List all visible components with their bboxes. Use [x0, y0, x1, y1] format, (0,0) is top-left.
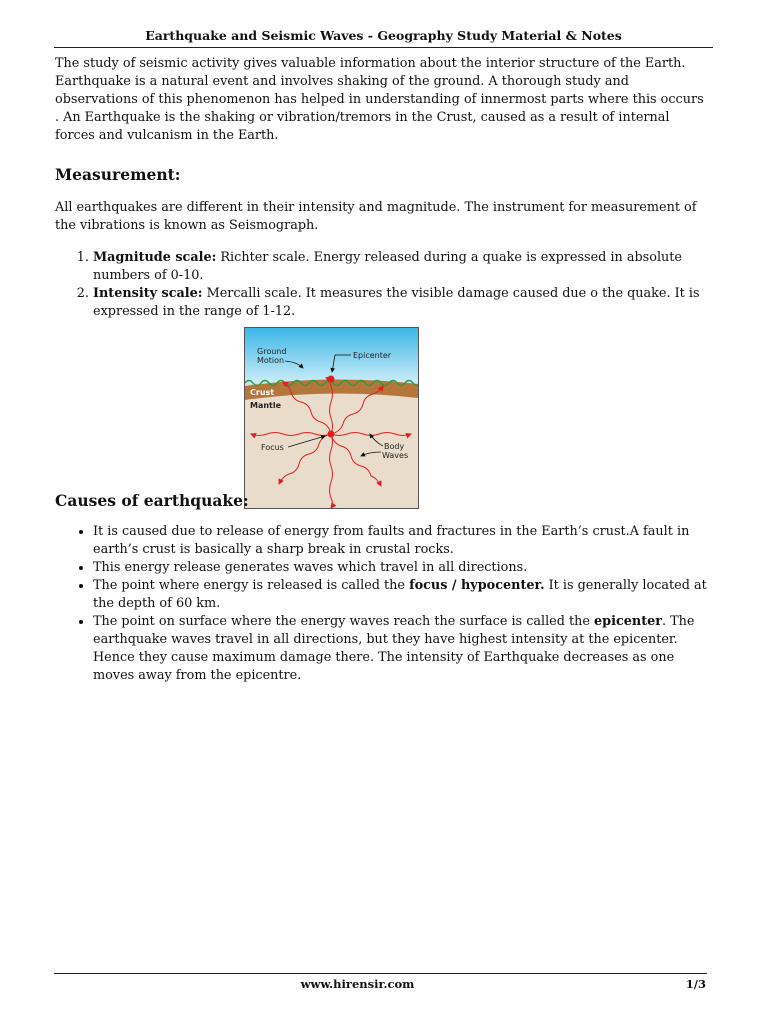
list-item: [93, 559, 710, 577]
list-item: [93, 577, 710, 613]
causes-list: [55, 523, 710, 685]
measurement-paragraph: All earthquakes are different in their intensity and magnitude. The instrument for measurement of the vibrations is known as Seismograph.: [55, 200, 697, 233]
footer-website-link[interactable]: www.hirensir.com: [300, 977, 415, 991]
cause-text: It is generally located at the depth of 60 km.: [93, 578, 707, 611]
page-number: 1/3: [685, 977, 706, 991]
page-header-title: Earthquake and Seismic Waves - Geography Study Material & Notes: [145, 28, 622, 43]
measurement-heading: Measurement:: [55, 165, 181, 184]
earthquake-diagram: [244, 327, 419, 509]
measurement-scale-list: [55, 249, 710, 321]
document-body: [55, 55, 710, 685]
intro-paragraph: The study of seismic activity gives valuable information about the interior structure of the Earth. Earthquake is a natural event and involves shaking of the ground. A thorough study and observations of this phenomenon has helped in understanding of innermost parts where this occurs . An Earthquake is the shaking or vibration/tremors in the Crust, caused as a result of internal forces and vulcanism in the Earth.: [55, 56, 704, 143]
epicenter-term: epicenter: [594, 614, 663, 629]
body-waves-label: Waves: [382, 451, 409, 460]
epicenter-label: Epicenter: [353, 351, 392, 360]
cause-text: This energy release generates waves which travel in all directions.: [93, 560, 528, 575]
header-divider: [54, 47, 713, 48]
earthquake-diagram-svg: [245, 328, 418, 508]
cause-text: . The earthquake waves travel in all directions, but they have highest intensity at the epicenter. Hence they cause maximum damage there. The intensity of Earthquake decreases as one moves away from the epicentre.: [93, 614, 695, 683]
cause-text: The point where energy is released is called the: [93, 578, 410, 593]
intensity-scale-term: Intensity scale:: [93, 286, 203, 301]
list-item: [93, 613, 710, 685]
focus-point: [328, 431, 335, 438]
body-waves-label: Body: [384, 442, 405, 451]
focus-label: Focus: [261, 443, 284, 452]
focus-term: focus / hypocenter.: [409, 578, 545, 593]
causes-heading: Causes of earthquake:: [55, 491, 249, 510]
list-item: [93, 249, 710, 285]
cause-text: The point on surface where the energy waves reach the surface is called the: [93, 614, 595, 629]
epicenter-point: [328, 376, 335, 383]
figure-row: [55, 327, 710, 509]
magnitude-scale-term: Magnitude scale:: [93, 250, 217, 265]
list-item: [93, 285, 710, 321]
ground-motion-label: Motion: [257, 356, 285, 365]
crust-label: Crust: [250, 388, 275, 397]
intensity-scale-text: Mercalli scale. It measures the visible damage caused due o the quake. It is expressed in the range of 1-12.: [93, 286, 700, 319]
cause-text: It is caused due to release of energy from faults and fractures in the Earth’s crust.A fault in earth’s crust is basically a sharp break in crustal rocks.: [93, 524, 690, 557]
mantle-label: Mantle: [250, 401, 282, 410]
list-item: [93, 523, 710, 559]
ground-motion-label: Ground: [257, 347, 287, 356]
magnitude-scale-text: Richter scale. Energy released during a quake is expressed in absolute numbers of 0-10.: [93, 250, 682, 283]
footer-divider: [54, 973, 707, 974]
